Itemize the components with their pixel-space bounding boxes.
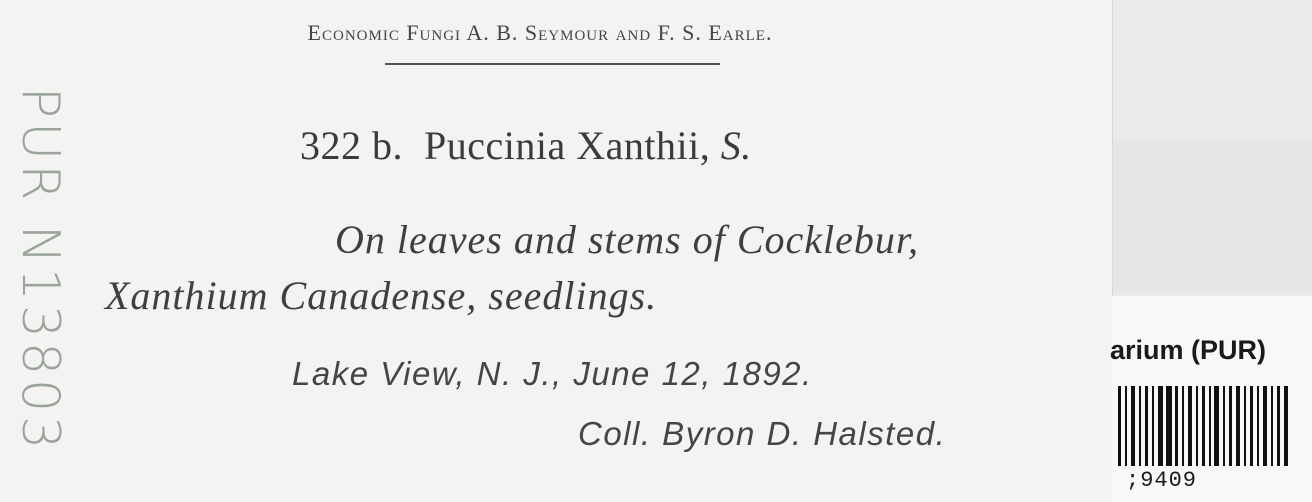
handwritten-accession: PUR N13803 [10,86,70,454]
species-name: Puccinia Xanthii, [424,123,711,168]
locality-date: Lake View, N. J., June 12, 1892. [292,355,813,392]
species-number: 322 b. [300,123,403,168]
barcode-icon [1118,386,1290,466]
species-author: S. [720,123,752,168]
host-line-2: Xanthium Canadense, seedlings. [105,273,658,318]
heading-rule [385,63,720,65]
background-paper-mid [1113,142,1312,292]
collector: Coll. Byron D. Halsted. [578,415,947,452]
label-heading: Economic Fungi A. B. Seymour and F. S. Earle. [307,20,773,45]
barcode-number: ;9409 [1126,468,1198,493]
host-line-1: On leaves and stems of Cocklebur, [335,217,920,262]
species-line [300,122,752,169]
background-paper-top [1113,0,1312,140]
herbarium-name: arium (PUR) [1110,335,1267,365]
